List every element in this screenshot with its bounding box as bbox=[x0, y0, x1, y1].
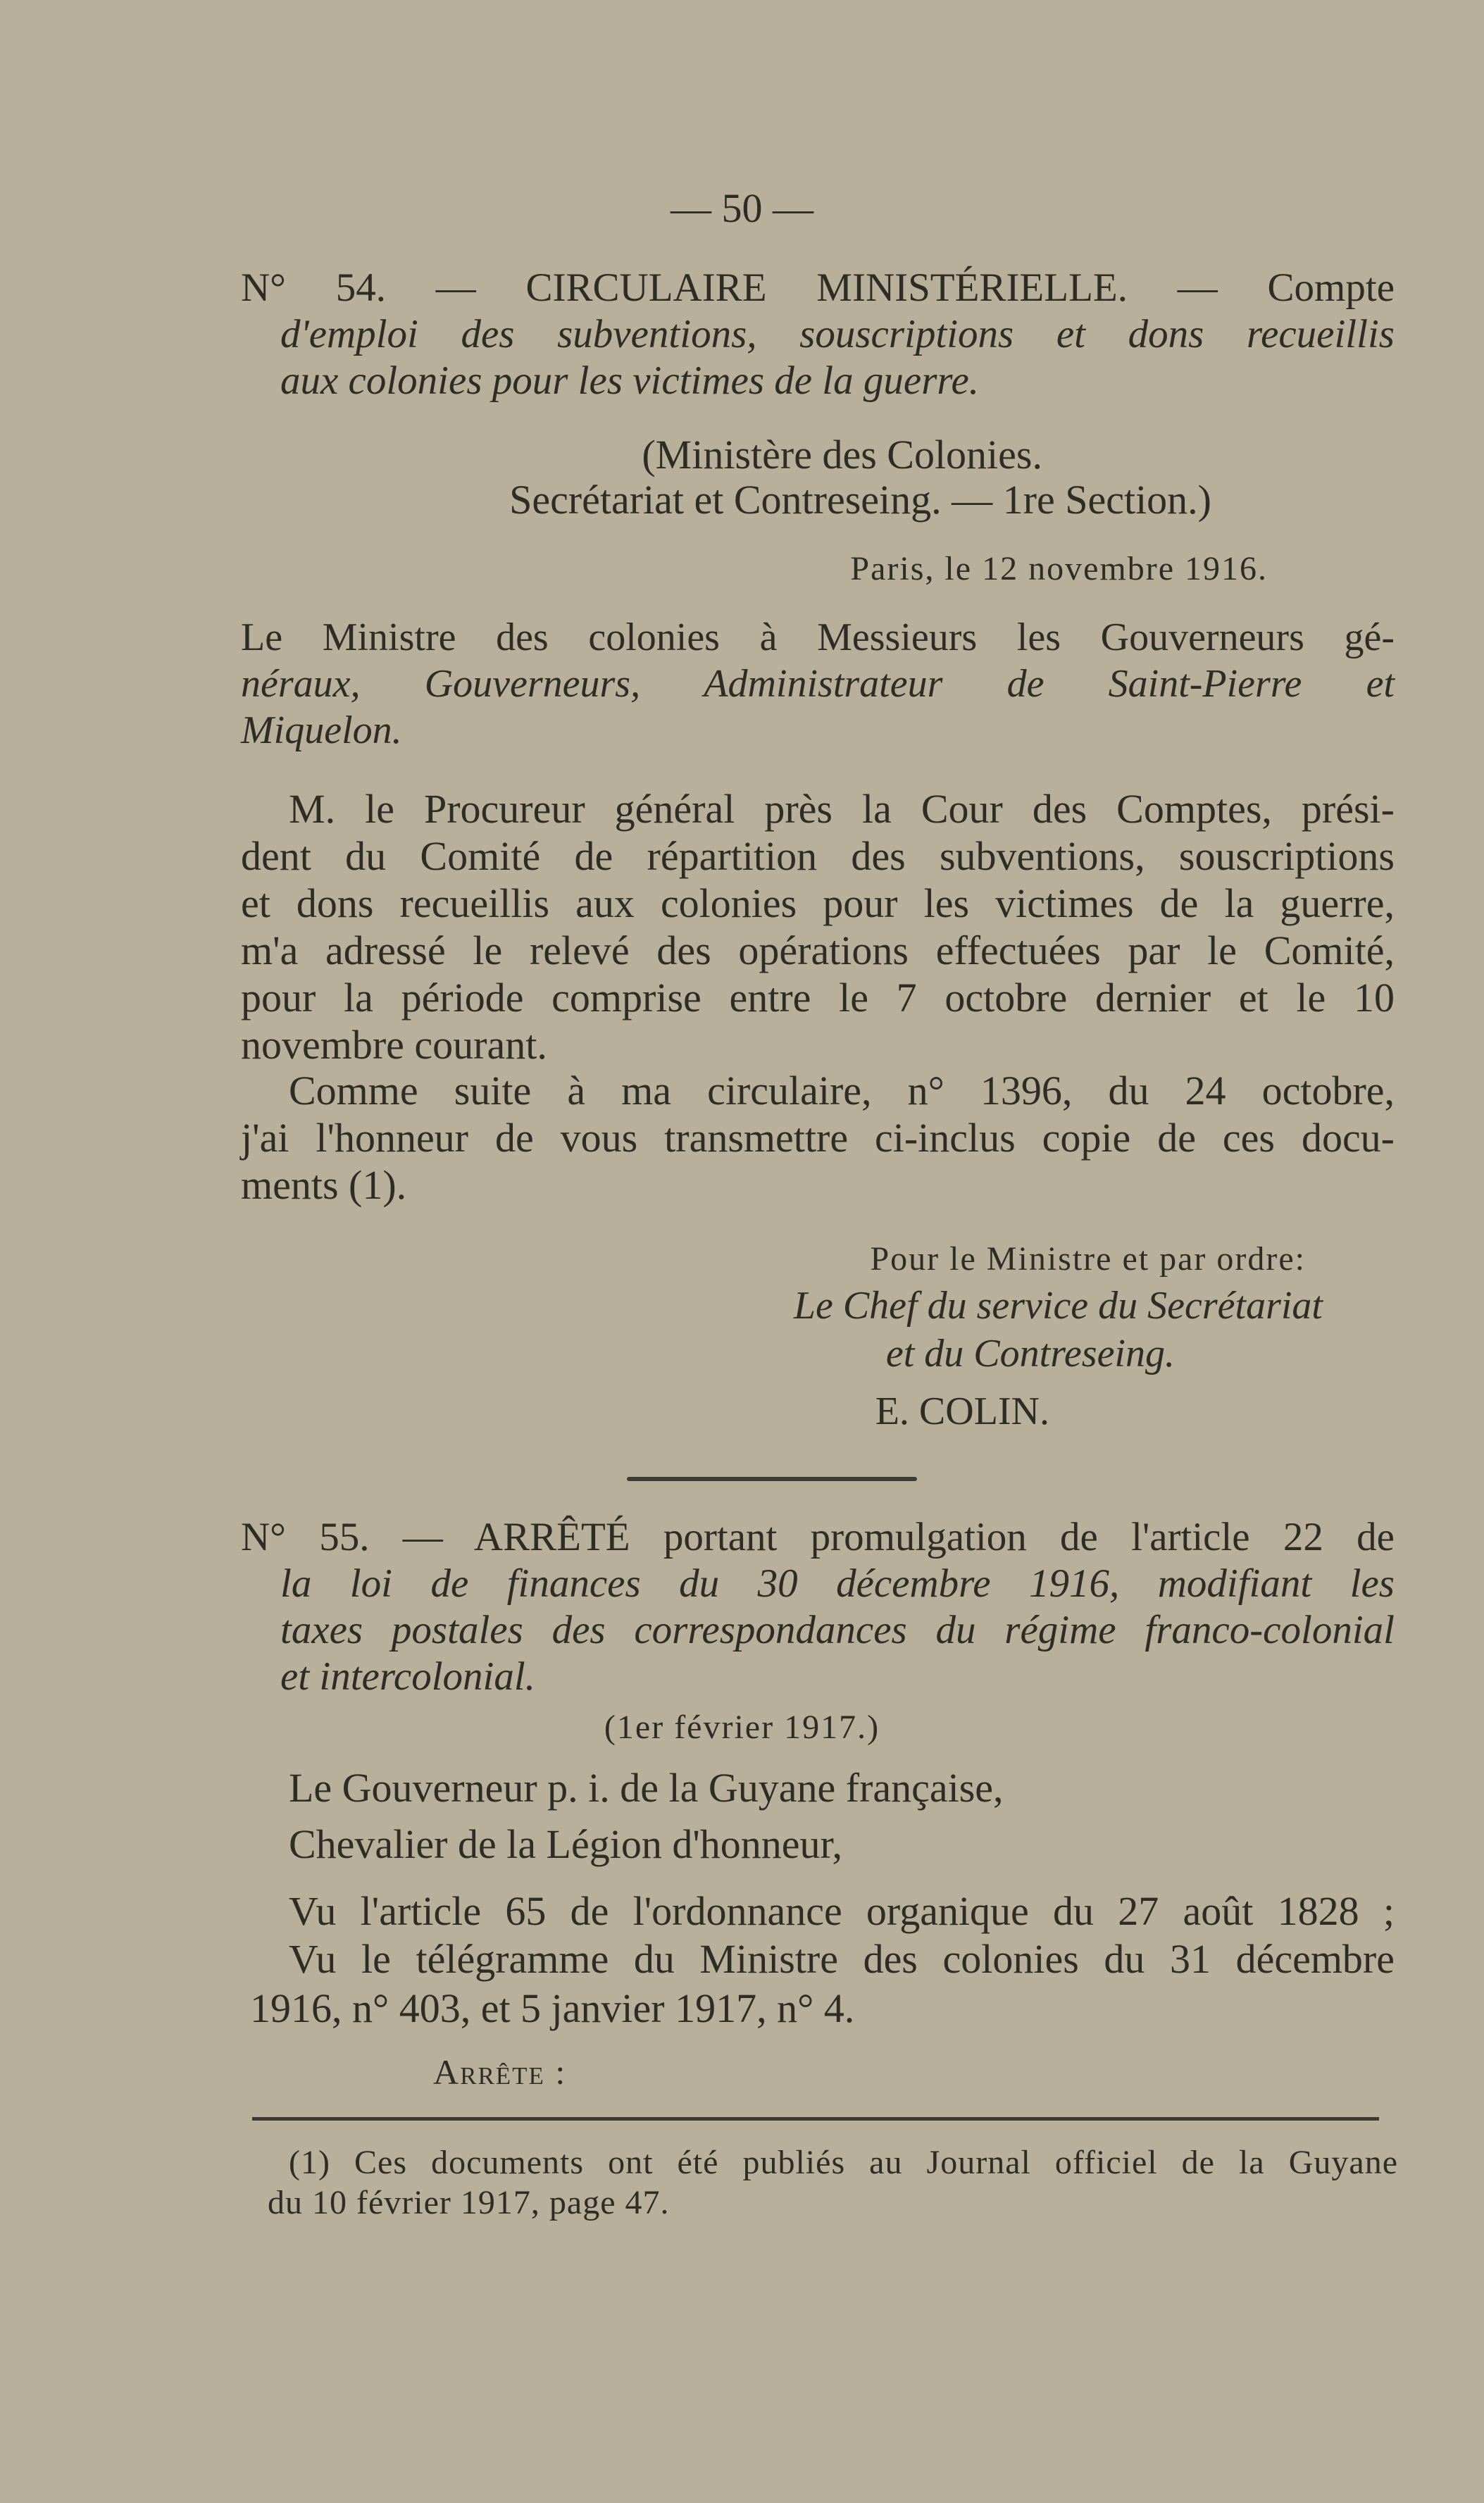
paragraph-line: pour la période comprise entre le 7 octobre dernier et le 10 bbox=[241, 975, 1395, 1020]
footnote-line: du 10 février 1917, page 47. bbox=[268, 2184, 670, 2221]
signature-line: et du Contreseing. bbox=[885, 1332, 1175, 1375]
section-55-heading bbox=[241, 1514, 1395, 1700]
signature-name: E. COLIN. bbox=[875, 1390, 1049, 1433]
ministry-line: Secrétariat et Contreseing. — 1re Section.) bbox=[509, 477, 1211, 523]
paragraph-line: M. le Procureur général près la Cour des Comptes, prési- bbox=[289, 786, 1395, 832]
address-line: Miquelon. bbox=[241, 709, 402, 752]
vu-line: Vu le télégramme du Ministre des colonies du 31 décembre bbox=[289, 1936, 1395, 1982]
section-54-heading bbox=[241, 265, 1395, 404]
vu-line: 1916, n° 403, et 5 janvier 1917, n° 4. bbox=[250, 1985, 855, 2031]
arrete-date: (1er février 1917.) bbox=[604, 1709, 880, 1746]
circular-date: Paris, le 12 novembre 1916. bbox=[850, 550, 1268, 587]
heading-line: et intercolonial. bbox=[280, 1654, 535, 1699]
paragraph-2 bbox=[241, 1067, 1395, 1209]
address-line: néraux, Gouverneurs, Administrateur de Saint-Pierre et bbox=[241, 662, 1395, 706]
address-line: Le Ministre des colonies à Messieurs les Gouverneurs gé- bbox=[241, 616, 1395, 659]
heading-line: N° 55. — ARRÊTÉ portant promulgation de l'article 22 de bbox=[241, 1515, 1395, 1559]
heading-line: N° 54. — CIRCULAIRE MINISTÉRIELLE. — Compte bbox=[241, 266, 1395, 310]
address-block bbox=[241, 614, 1395, 754]
heading-line: la loi de finances du 30 décembre 1916, modifiant les bbox=[280, 1561, 1395, 1606]
paragraph-line: j'ai l'honneur de vous transmettre ci-inclus copie de ces docu- bbox=[241, 1115, 1395, 1161]
vu-line: Vu l'article 65 de l'ordonnance organique du 27 août 1828 ; bbox=[289, 1888, 1395, 1934]
signature-line: Pour le Ministre et par ordre: bbox=[870, 1240, 1306, 1278]
page-number: — 50 — bbox=[671, 185, 813, 231]
arrete-label: Arrête : bbox=[433, 2052, 567, 2092]
heading-line: aux colonies pour les victimes de la guerre. bbox=[280, 358, 979, 403]
section-divider bbox=[627, 1477, 917, 1481]
heading-line: taxes postales des correspondances du régime franco-colonial bbox=[280, 1608, 1395, 1652]
paragraph-line: Comme suite à ma circulaire, n° 1396, du 24 octobre, bbox=[289, 1068, 1395, 1113]
paragraph-line: m'a adressé le relevé des opérations effectuées par le Comité, bbox=[241, 928, 1395, 973]
paragraph-line: ments (1). bbox=[241, 1162, 407, 1208]
ministry-line: (Ministère des Colonies. bbox=[642, 432, 1042, 477]
governor-line: Chevalier de la Légion d'honneur, bbox=[289, 1821, 843, 1867]
paragraph-line: dent du Comité de répartition des subventions, souscriptions bbox=[241, 833, 1395, 879]
paragraph-line: et dons recueillis aux colonies pour les victimes de la guerre, bbox=[241, 880, 1395, 926]
heading-line: d'emploi des subventions, souscriptions et dons recueillis bbox=[280, 312, 1395, 356]
governor-line: Le Gouverneur p. i. de la Guyane française, bbox=[289, 1765, 1004, 1811]
paragraph-line: novembre courant. bbox=[241, 1022, 547, 1068]
paragraph-1 bbox=[241, 785, 1395, 1068]
signature-line: Le Chef du service du Secrétariat bbox=[793, 1284, 1323, 1328]
footnote-rule bbox=[252, 2117, 1379, 2121]
footnote-line: (1) Ces documents ont été publiés au Journal officiel de la Guyane bbox=[289, 2144, 1398, 2181]
